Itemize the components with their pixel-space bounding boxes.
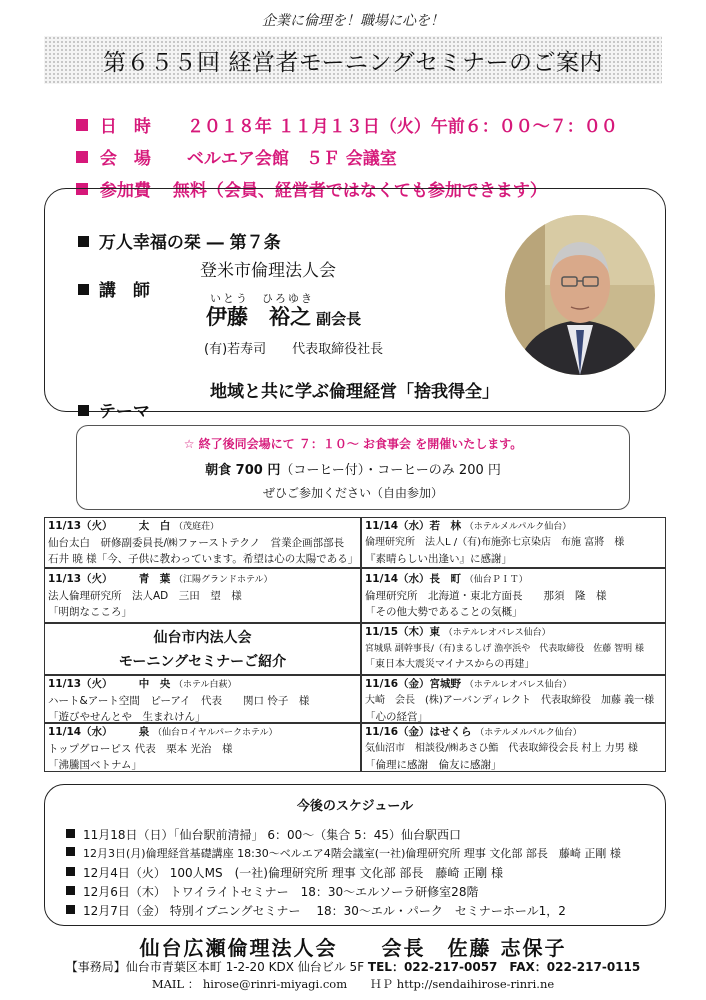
seminar-title: 『素晴らしい出逢い』に感謝」 [365,553,512,565]
theme-line [66,377,150,422]
seminar-title: 「遊びやせんとや 生まれけん」 [48,711,206,723]
seminar-title: 石井 暁 様「今、子供に教わっています。希望は心の太陽である」 [48,553,359,565]
seminar-nagamachi [361,568,666,623]
organization-name: 仙台広瀬倫理法人会 会長 佐藤 志保子 [139,936,567,960]
tagline: 企業に倫理を！職場に心を！ [262,13,444,29]
bullet-square-icon [66,829,75,838]
meal-invite: ぜひご参加ください（自由参加） [262,486,443,500]
seminar-head: 11/13（火） 青 葉 （江陽グランドホテル） [48,573,273,585]
theme-label: テーマ [98,402,150,422]
seminar-speaker: トップグローピス 代表 栗本 光治 様 [48,743,233,755]
seminar-speaker: 仙台太白 研修副委員長/㈱ファーストテクノ 営業企画部部長 [48,537,345,549]
intro-line-1: 仙台市内法人会 [153,630,252,646]
venue-label: 会 場 [99,149,151,169]
bullet-square-icon [66,847,75,856]
speaker-name: 伊藤 裕之 [206,305,311,329]
bullet-square-icon [78,284,89,295]
schedule-title: 今後のスケジュール [296,799,414,814]
seminar-izumi [44,723,361,772]
seminar-head: 11/14（水） 泉 （仙台ロイヤルパークホテル） [48,726,278,738]
page-title: 第６５５回 経営者モーニングセミナーのご案内 [103,50,603,76]
meal-box [76,425,630,510]
office-address: 【事務局】仙台市青葉区本町 1-2-20 KDX 仙台ビル 5F [65,960,365,974]
office-info [0,958,706,975]
seminar-miyagino [361,675,666,723]
speaker-photo-icon [505,215,655,375]
shiori-line [66,208,281,253]
seminar-speaker: 法人倫理研究所 法人AD 三田 望 様 [48,590,242,602]
seminar-higashi [361,623,666,675]
intro-box [44,623,361,675]
seminar-taihaku [44,517,361,568]
theme-value: 地域と共に学ぶ倫理経営「捨我得全」 [210,382,499,402]
seminar-speaker: 大崎 会長 (株)アーバンディレクト 代表取締役 加藤 義一様 [365,695,655,706]
venue-value: ベルエア会館 ５Ｆ 会議室 [186,149,397,169]
seminar-aoba [44,568,361,623]
shiori-text: 万人幸福の栞 ― 第７条 [98,233,281,253]
speaker-name-row [206,301,361,331]
seminar-title: 「沸騰国ベトナム」 [48,759,142,771]
seminar-wakabayashi [361,517,666,568]
speaker-ruby: いとう ひろゆき [210,292,314,305]
schedule-item: 12月3日(月)倫理経営基礎講座 18:30～ベルエア4階会議室(一社)倫理研究所 理事 文化部 部長 藤崎 正剛 様 [66,845,621,861]
fee-value: 無料（会員、経営者ではなくても参加できます） [172,181,547,201]
schedule-item: 12月6日（木） トワイライトセミナー 18：30～エルソーラ研修室28階 [66,883,478,900]
fee-label: 参加費 [99,181,151,201]
bullet-square-icon [66,886,75,895]
seminar-title: 「倫理に感謝 倫友に感謝」 [365,759,502,771]
date-value: ２０１８年 １１月１３日（火）午前６：００～７：００ [186,117,618,137]
speaker-company: (有)若寿司 代表取締役社長 [204,342,384,357]
seminar-head: 11/13（火） 中 央 （ホテル白萩） [48,678,237,690]
seminar-head: 11/15（木）東 （ホテルレオパレス仙台） [365,626,551,638]
seminar-hasekura [361,723,666,772]
seminar-speaker: 倫理研究所 法人L /（有)布施弥七京染店 布施 富將 様 [365,537,625,548]
office-phone: TEL：022-217-0057 FAX：022-217-0115 [367,960,641,974]
seminar-head: 11/14（水）長 町 （仙台ＰＩＴ） [365,573,528,585]
seminar-speaker: 倫理研究所 北海道・東北方面長 那須 隆 様 [365,590,607,602]
lecturer-line [66,256,150,301]
seminar-head: 11/14（水）若 林 （ホテルメルパルク仙台） [365,520,572,532]
schedule-item: 12月7日（金） 特別イブニングセミナー 18：30～エル・パーク セミナーホール1，2 [66,902,566,919]
seminar-head: 11/16（金）はせくら （ホテルメルパルク仙台） [365,726,582,738]
seminar-title: 「心の経営」 [365,711,428,723]
meal-price-rest: （コーヒー付）・コーヒーのみ 200 円 [280,463,501,478]
seminar-title: 「その他大勢であることの気概」 [365,606,523,618]
date-label: 日 時 [99,117,151,137]
seminar-head: 11/16（金）宮城野 （ホテルレオパレス仙台） [365,678,572,690]
meal-price-main: 朝食 700 円 [205,463,281,478]
meal-announcement: ☆ 終了後同会場にて ７：１０～ お食事会 を開催いたします。 [183,437,523,451]
bullet-square-icon [66,867,75,876]
speaker-photo [505,215,655,375]
intro-line-2: モーニングセミナーご紹介 [118,654,287,670]
bullet-square-icon [78,236,89,247]
seminar-title: 「明朗なこころ」 [48,606,132,618]
seminar-speaker: ハート&アート空間 ピーアイ 代表 関口 怜子 様 [48,695,310,707]
speaker-org: 登米市倫理法人会 [200,261,336,281]
seminar-head: 11/13（火） 太 白 （茂庭荘） [48,520,219,532]
bullet-square-icon [66,905,75,914]
speaker-role: 副会長 [316,310,362,328]
bullet-square-icon [78,405,89,416]
schedule-item: 12月4日（火） 100人MS (一社)倫理研究所 理事 文化部 部長 藤崎 正剛 様 [66,864,503,881]
seminar-title: 「東日本大震災マイナスからの再建」 [365,659,535,670]
contact-mail: MAIL ： hirose@rinri-miyagi.com ＨＰ http://sendaihirose-rinri.ne [151,977,555,991]
lecturer-label: 講 師 [98,281,150,301]
seminar-chuo [44,675,361,723]
seminar-speaker: 宮城県 副幹事長/（有)まるしげ 漁亭浜や 代表取締役 佐藤 智明 様 [365,644,644,654]
meal-price [77,459,629,478]
seminar-speaker: 気仙沼市 相談役/㈱あさひ鮨 代表取締役会長 村上 力男 様 [365,743,638,754]
schedule-item: 11月18日（日）「仙台駅前清掃」 6：00～（集合 5：45）仙台駅西口 [66,826,461,843]
